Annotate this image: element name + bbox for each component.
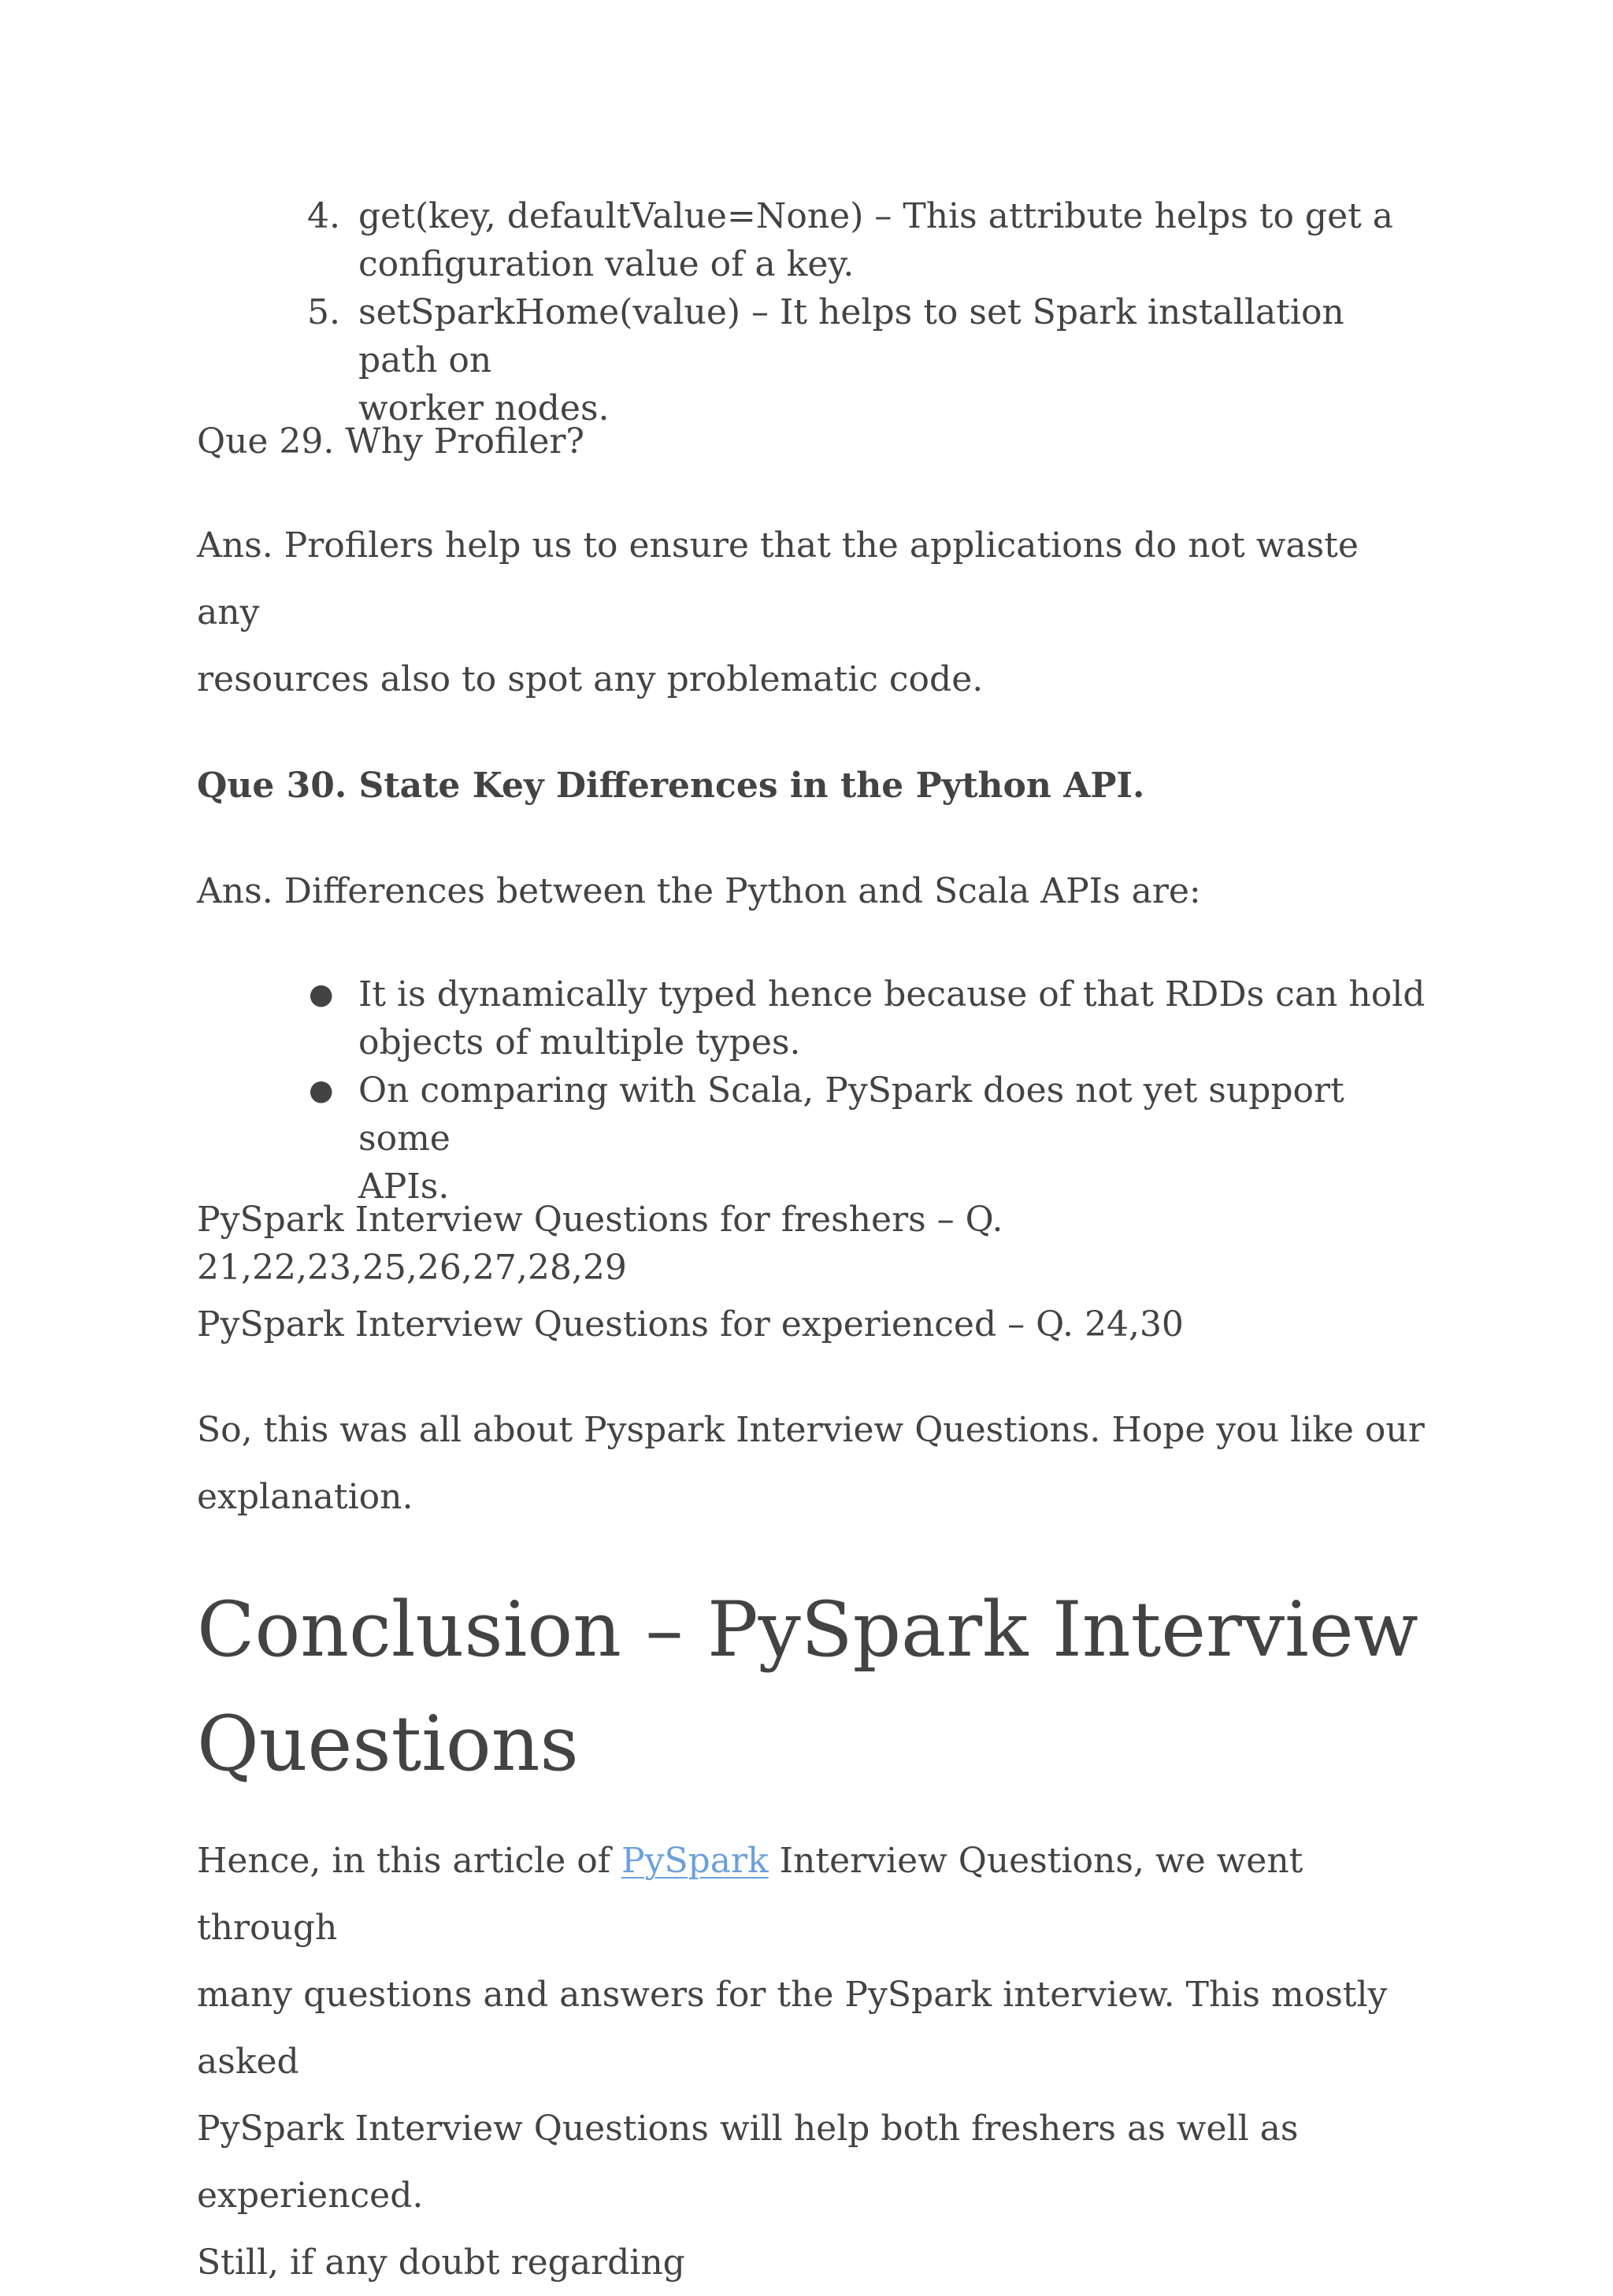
closing-remark-line: So, this was all about Pyspark Interview Questions. Hope you like our	[197, 1410, 1425, 1450]
freshers-summary-block	[197, 1196, 1426, 1292]
list-marker: 4.	[307, 196, 340, 236]
bullet-marker: ●	[309, 1074, 334, 1107]
conclusion-text: Hence, in this article of	[197, 1841, 621, 1881]
freshers-summary: PySpark Interview Questions for freshers – Q. 21,22,23,25,26,27,28,29	[197, 1200, 1003, 1288]
list-item-text: worker nodes.	[358, 388, 610, 428]
bullet-text: It is dynamically typed hence because of that RDDs can hold	[358, 974, 1426, 1014]
list-item-4	[197, 192, 1426, 288]
conclusion-paragraph	[197, 1827, 1426, 2296]
list-item-5	[197, 288, 1426, 432]
conclusion-heading	[197, 1573, 1426, 1801]
list-item-text: configuration value of a key.	[358, 244, 855, 284]
bullet-text: APIs.	[358, 1167, 450, 1207]
conclusion-line: Still, if any doubt regarding	[197, 2242, 685, 2283]
bullet-item	[197, 1066, 1426, 1211]
list-item-text: get(key, defaultValue=None) – This attribute helps to get a	[358, 196, 1394, 236]
conclusion-line: PySpark Interview Questions will help both freshers as well as experienced.	[197, 2109, 1299, 2216]
closing-remark	[197, 1397, 1426, 1530]
answer-29-line: Ans. Profilers help us to ensure that the applications do not waste any	[197, 525, 1359, 632]
list-marker: 5.	[307, 292, 340, 332]
conclusion-line: many questions and answers for the PySpark interview. This mostly asked	[197, 1975, 1388, 2082]
question-30	[197, 762, 1426, 810]
answer-30-intro-block	[197, 867, 1426, 915]
question-29	[197, 417, 1426, 466]
bullet-text: objects of multiple types.	[358, 1022, 801, 1063]
bullet-text: On comparing with Scala, PySpark does not yet support some	[358, 1070, 1344, 1159]
experienced-summary: PySpark Interview Questions for experienced – Q. 24,30	[197, 1304, 1184, 1345]
conclusion-heading-line: Questions	[197, 1700, 579, 1788]
config-methods-list	[197, 192, 1426, 432]
answer-30-intro: Ans. Differences between the Python and Scala APIs are:	[197, 871, 1201, 911]
conclusion-heading-line: Conclusion – PySpark Interview	[197, 1586, 1418, 1674]
bullet-item	[197, 970, 1426, 1066]
conclusion-line	[197, 1827, 1426, 1961]
answer-29	[197, 512, 1426, 713]
answer-29-line: resources also to spot any problematic code.	[197, 659, 984, 699]
pyspark-link[interactable]: PySpark	[621, 1841, 769, 1881]
api-differences-list	[197, 970, 1426, 1211]
conclusion-text: Interview Questions, we went through	[197, 1841, 1303, 1948]
list-item-text: setSparkHome(value) – It helps to set Spark installation path on	[358, 292, 1344, 380]
experienced-summary-block	[197, 1300, 1426, 1348]
closing-remark-line: explanation.	[197, 1477, 413, 1517]
question-29-title: Que 29. Why Profiler?	[197, 421, 585, 462]
bullet-marker: ●	[309, 978, 334, 1011]
question-30-title: Que 30. State Key Differences in the Python API.	[197, 766, 1145, 806]
